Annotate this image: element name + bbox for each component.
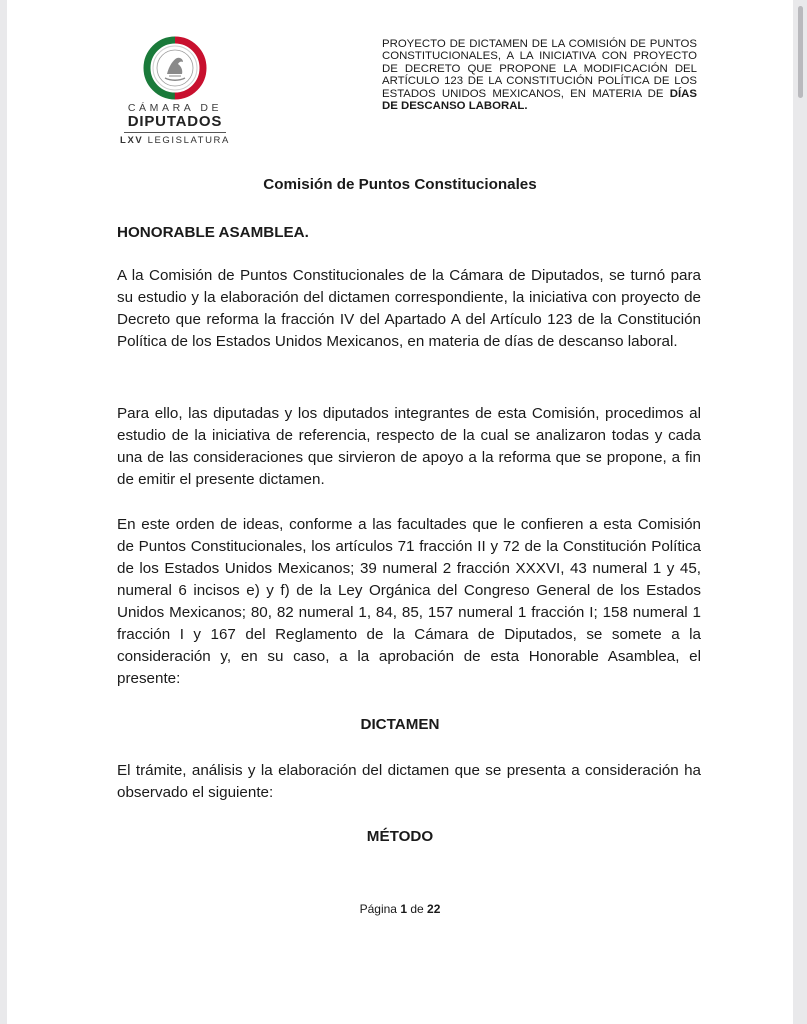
header-bold-text: DÍAS DE DESCANSO LABORAL. — [382, 87, 697, 113]
footer-page-current: 1 — [400, 902, 407, 916]
logo-legislature-word: LEGISLATURA — [147, 135, 230, 146]
camara-logo — [113, 36, 237, 147]
paragraph-2: Para ello, las diputadas y los diputados integrantes de esta Comisión, procedimos al estudio de la iniciativa de referencia, respecto de la cual se analizaron todas y cada una de las consideraciones que sirvieron de apoyo a la reforma que se propone, a fin de emitir el presente dictamen. — [117, 405, 701, 488]
metodo-heading: MÉTODO — [366, 828, 434, 845]
page-footer — [7, 902, 793, 916]
paragraph-4: El trámite, análisis y la elaboración del dictamen que se presenta a consideración ha observado el siguiente: — [117, 762, 701, 801]
footer-of-word: de — [410, 902, 424, 916]
logo-diputados-text: DIPUTADOS — [127, 113, 223, 130]
paragraph-1: A la Comisión de Puntos Constitucionales de la Cámara de Diputados, se turnó para su estudio y la elaboración del dictamen correspondiente, la iniciativa con proyecto de Decreto que reforma la fracción IV del Apartado A del Artículo 123 de la Constitución Política de los Estados Unidos Mexicanos, en materia de días de descanso laboral. — [117, 267, 701, 350]
document-page — [7, 0, 793, 1024]
paragraph-3: En este orden de ideas, conforme a las facultades que le confieren a esta Comisión de Puntos Constitucionales, los artículos 71 fracción II y 72 de la Constitución Política de los Estados Unidos Mexicanos; 39 numeral 2 fracción XXXVI, 43 numeral 1 y 45, numeral 6 incisos e) y f) de la Ley Orgánica del Congreso General de los Estados Unidos Mexicanos; 80, 82 numeral 1, 84, 85, 157 numeral 1 fracción I; 158 numeral 1 fracción I y 167 del Reglamento de la Cámara de Diputados, se somete a la consideración y, en su caso, a la aprobación de esta Honorable Asamblea, el presente: — [117, 516, 701, 687]
dictamen-heading: DICTAMEN — [360, 716, 440, 733]
footer-page-word: Página — [359, 902, 397, 916]
salutation-heading: HONORABLE ASAMBLEA. — [117, 224, 309, 241]
document-header — [382, 38, 697, 112]
logo-legislature — [113, 135, 237, 147]
footer-page-total: 22 — [427, 902, 441, 916]
logo-camara-text: CÁMARA DE — [127, 102, 223, 114]
header-text: PROYECTO DE DICTAMEN DE LA COMISIÓN DE PUNTOS CONSTITUCIONALES, A LA INICIATIVA CON PROYECTO DE DECRETO QUE PROPONE LA MODIFICACIÓN DEL ARTÍCULO 123 DE LA CONSTITUCIÓN POLÍTICA DE LOS ESTADOS UNIDOS MEXICANOS, EN MATERIA DE — [382, 38, 697, 100]
logo-divider — [124, 132, 226, 133]
coat-of-arms-emblem — [143, 36, 207, 100]
commission-title: Comisión de Puntos Constitucionales — [263, 176, 537, 193]
vertical-scrollbar[interactable] — [798, 6, 803, 98]
logo-legislature-number: LXV — [120, 135, 144, 146]
